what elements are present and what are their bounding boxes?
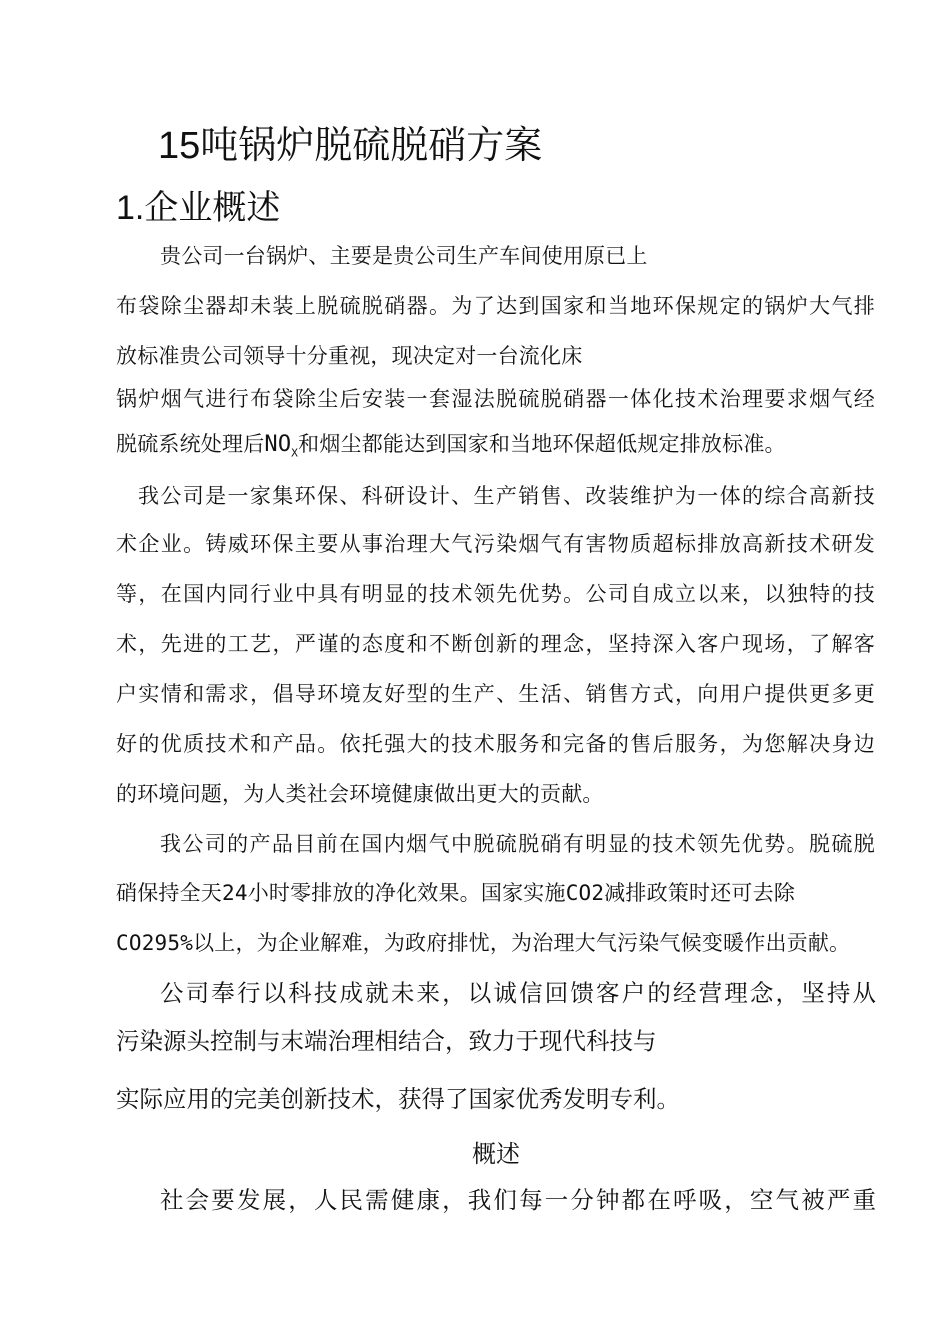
- text-span: 小时零排放的净化效果。国家实施: [247, 881, 566, 905]
- text-span: 以上，为企业解难，为政府排忧，为治理大气污染气候变暖作出贡献。: [193, 931, 851, 955]
- co2-subscript: 2: [591, 881, 605, 905]
- section-heading-overview: [472, 1134, 520, 1169]
- paragraph-line: 放标准贵公司领导十分重视，现决定对一台流化床: [116, 344, 583, 368]
- paragraph-line: [116, 927, 850, 957]
- nox-subscript: X: [291, 446, 299, 460]
- document-title-text: 15吨锅炉脱硫脱硝方案: [158, 125, 543, 167]
- section-heading-text: 概述: [472, 1140, 520, 1168]
- paragraph-line: 污染源头控制与末端治理相结合，致力于现代科技与: [116, 1027, 657, 1055]
- paragraph-line: 好的优质技术和产品。依托强大的技术服务和完备的售后服务，为您解决身边: [116, 732, 875, 756]
- paragraph-line: 我公司的产品目前在国内烟气中脱硫脱硝有明显的技术领先优势。脱硫脱: [160, 832, 875, 856]
- paragraph-line: 锅炉烟气进行布袋除尘后安装一套湿法脱硫脱硝器一体化技术治理要求烟气经: [116, 387, 875, 411]
- section-heading-company-overview: [116, 180, 280, 229]
- paragraph-line: 我公司是一家集环保、科研设计、生产销售、改装维护为一体的综合高新技: [138, 484, 875, 508]
- nox-text: NO: [264, 432, 292, 457]
- paragraph-line: 的环境问题，为人类社会环境健康做出更大的贡献。: [116, 782, 604, 806]
- paragraph-line: 术企业。铸威环保主要从事治理大气污染烟气有害物质超标排放高新技术研发: [116, 532, 875, 556]
- paragraph-line: 社会要发展，人民需健康，我们每一分钟都在呼吸，空气被严重: [160, 1186, 876, 1214]
- paragraph-line: 术，先进的工艺，严谨的态度和不断创新的理念，坚持深入客户现场，了解客: [116, 632, 875, 656]
- document-title: [158, 114, 542, 169]
- text-span: 脱硫系统处理后: [116, 432, 265, 456]
- paragraph-line: 贵公司一台锅炉、主要是贵公司生产车间使用原已上: [160, 244, 648, 268]
- text-span: 硝保持全天: [116, 881, 222, 905]
- paragraph-line: 公司奉行以科技成就未来，以诚信回馈客户的经营理念，坚持从: [160, 979, 876, 1007]
- number-24: 24: [222, 881, 248, 905]
- nox-formula: [264, 432, 299, 460]
- co2-formula: [566, 881, 605, 905]
- co2-subscript: 2: [141, 931, 155, 955]
- co2-text: CO: [565, 881, 592, 905]
- paragraph-line: 户实情和需求，倡导环境友好型的生产、生活、销售方式，向用户提供更多更: [116, 682, 875, 706]
- paragraph-line: [116, 428, 786, 459]
- paragraph-line: 等，在国内同行业中具有明显的技术领先优势。公司自成立以来，以独特的技: [116, 582, 875, 606]
- paragraph-line: [116, 877, 795, 907]
- text-span: 和烟尘都能达到国家和当地环保超低规定排放标准。: [298, 432, 786, 456]
- co2-text: CO: [116, 931, 142, 955]
- text-span: 减排政策时还可去除: [604, 881, 796, 905]
- section-heading-text: 1.企业概述: [116, 189, 281, 227]
- percent-value: 95%: [154, 931, 194, 955]
- co2-formula: [116, 931, 193, 955]
- paragraph-line: 实际应用的完美创新技术，获得了国家优秀发明专利。: [116, 1085, 680, 1113]
- paragraph-line: 布袋除尘器却未装上脱硫脱硝器。为了达到国家和当地环保规定的锅炉大气排: [116, 294, 875, 318]
